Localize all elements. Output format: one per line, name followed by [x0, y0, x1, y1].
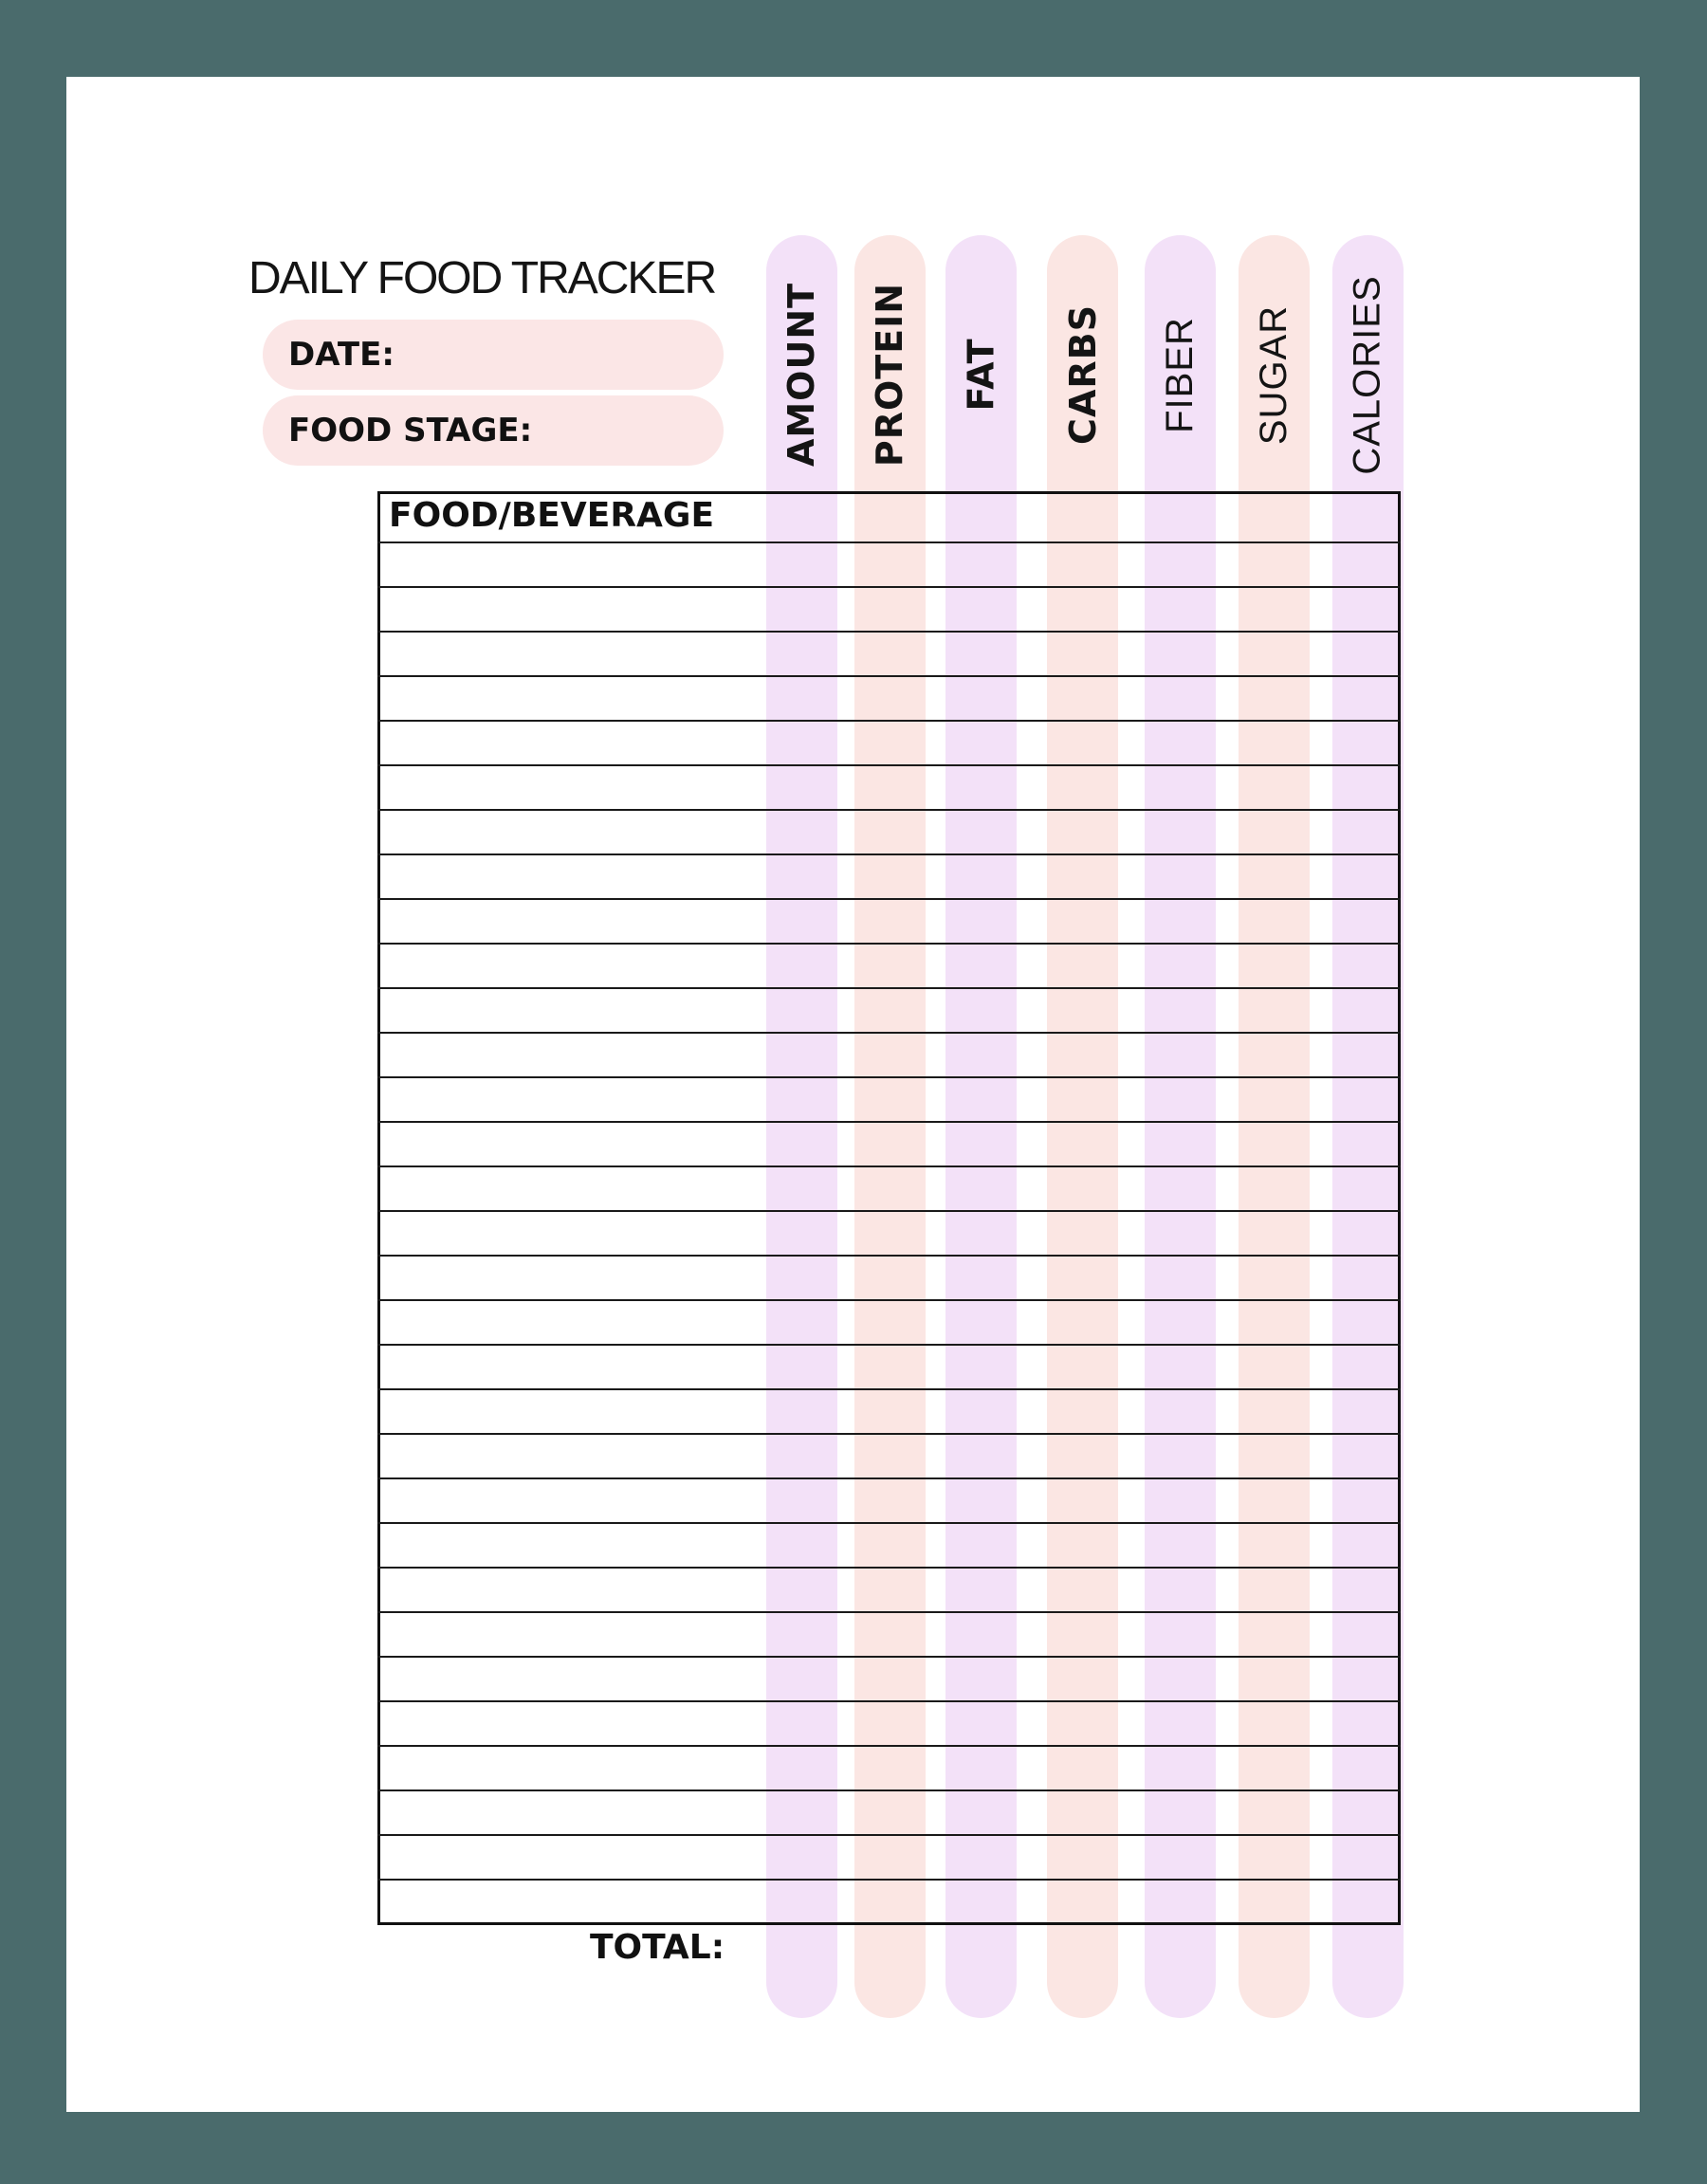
table-row[interactable]: [377, 1879, 1401, 1881]
column-header-calories: CALORIES: [1347, 274, 1389, 475]
table-row[interactable]: [377, 1611, 1401, 1613]
page-title: DAILY FOOD TRACKER: [248, 253, 716, 303]
column-header-amount: AMOUNT: [780, 282, 823, 468]
table-row[interactable]: [377, 1255, 1401, 1257]
table-row[interactable]: [377, 764, 1401, 766]
table-row[interactable]: [377, 1567, 1401, 1569]
column-header-fat: FAT: [960, 338, 1002, 412]
column-header-sugar: SUGAR: [1253, 304, 1294, 445]
table-row[interactable]: [377, 1477, 1401, 1479]
column-header-carbs: CARBS: [1061, 304, 1104, 445]
table-row[interactable]: [377, 720, 1401, 722]
table-row[interactable]: [377, 1299, 1401, 1301]
table-row[interactable]: [377, 853, 1401, 855]
table-row[interactable]: [377, 943, 1401, 945]
column-header-protein: PROTEIN: [869, 282, 911, 468]
table-row[interactable]: [377, 1165, 1401, 1167]
table-row[interactable]: [377, 1834, 1401, 1836]
table-row[interactable]: [377, 1210, 1401, 1212]
table-row[interactable]: [377, 987, 1401, 989]
table-row[interactable]: [377, 1789, 1401, 1791]
table-row[interactable]: [377, 809, 1401, 811]
table-row[interactable]: [377, 1656, 1401, 1658]
food-stage-field[interactable]: [263, 395, 724, 466]
table-row[interactable]: [377, 1700, 1401, 1702]
food-stage-label: FOOD STAGE:: [288, 412, 533, 450]
table-row[interactable]: [377, 898, 1401, 900]
table-row[interactable]: [377, 1433, 1401, 1435]
food-log-table: [377, 491, 1401, 1925]
total-label: TOTAL:: [590, 1928, 725, 1967]
table-row[interactable]: [377, 541, 1401, 543]
date-label: DATE:: [288, 336, 395, 374]
table-row[interactable]: [377, 1076, 1401, 1078]
table-row[interactable]: [377, 675, 1401, 677]
column-header-fiber: FIBER: [1159, 316, 1202, 433]
table-row[interactable]: [377, 631, 1401, 633]
table-row[interactable]: [377, 1745, 1401, 1747]
date-field[interactable]: [263, 320, 724, 390]
table-row[interactable]: [377, 1522, 1401, 1524]
table-row[interactable]: [377, 1032, 1401, 1034]
food-column-header: FOOD/BEVERAGE: [389, 496, 715, 535]
table-row[interactable]: [377, 1121, 1401, 1123]
table-row[interactable]: [377, 1388, 1401, 1390]
table-row[interactable]: [377, 586, 1401, 588]
table-row[interactable]: [377, 1344, 1401, 1346]
